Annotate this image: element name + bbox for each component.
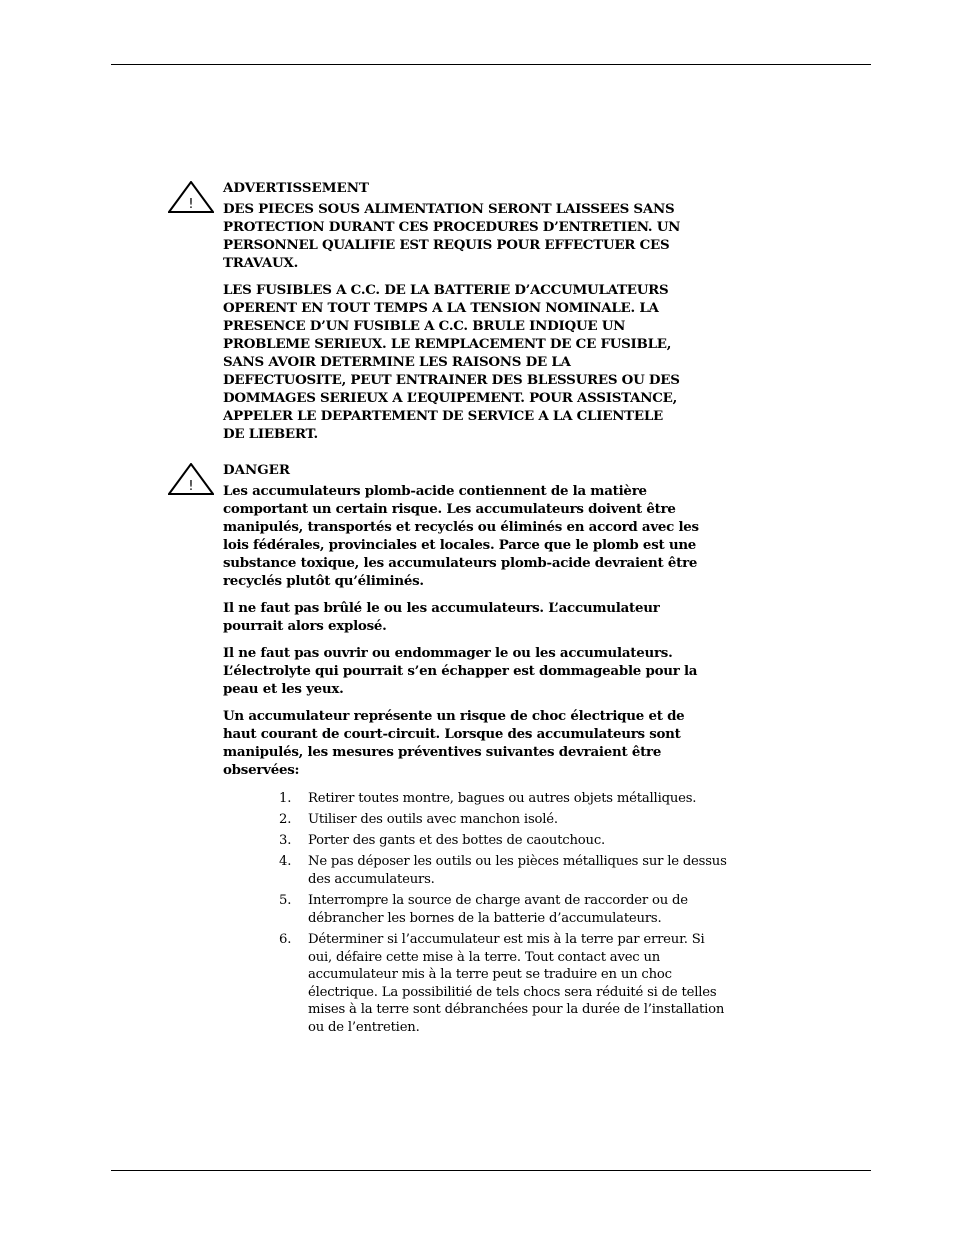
text-line: Les accumulateurs plomb-acide contiennent de la matière <box>223 483 647 499</box>
text-line: Il ne faut pas ouvrir ou endommager le ou les accumulateurs. <box>223 645 673 661</box>
list-item-text <box>308 790 696 808</box>
text-line: L’électrolyte qui pourrait s’en échapper est dommageable pour la <box>223 663 698 679</box>
text-line: Utiliser des outils avec manchon isolé. <box>308 812 558 827</box>
text-line: mises à la terre sont débranchées pour la durée de l’installation <box>308 1002 725 1017</box>
text-line: Interrompre la source de charge avant de raccorder ou de <box>308 893 688 908</box>
text-line: recyclés plutôt qu’éliminés. <box>223 573 424 589</box>
danger-triangle-icon <box>168 463 214 495</box>
text-line: LES FUSIBLES A C.C. DE LA BATTERIE D’ACCUMULATEURS <box>223 282 669 298</box>
text-line: PROTECTION DURANT CES PROCEDURES D’ENTRETIEN. UN <box>223 219 681 235</box>
text-line: PROBLEME SERIEUX. LE REMPLACEMENT DE CE FUSIBLE, <box>223 336 672 352</box>
text-line: débrancher les bornes de la batterie d’accumulateurs. <box>308 910 662 926</box>
danger-heading: DANGER <box>223 462 291 478</box>
text-line: PRESENCE D’UN FUSIBLE A C.C. BRULE INDIQUE UN <box>223 318 626 334</box>
list-item-text <box>308 832 605 850</box>
text-line: comportant un certain risque. Les accumulateurs doivent être <box>223 501 676 517</box>
list-item-text <box>308 853 727 888</box>
list-item-number: 5. <box>279 893 292 908</box>
text-line: électrique. La possibilitié de tels chocs sera réduité si de telles <box>308 984 717 1000</box>
text-line: SANS AVOIR DETERMINE LES RAISONS DE LA <box>223 354 571 370</box>
warning-symbol: ! <box>188 479 194 494</box>
list-item-number: 1. <box>279 791 292 806</box>
list-item-number: 6. <box>279 932 292 947</box>
text-line: accumulateur mis à la terre peut se traduire en un choc <box>308 967 672 982</box>
advertissement-heading: ADVERTISSEMENT <box>223 180 369 196</box>
list-item-number: 3. <box>279 833 292 848</box>
footer-rule <box>111 1170 871 1171</box>
warning-triangle-icon <box>168 181 214 213</box>
text-line: Déterminer si l’accumulateur est mis à la terre par erreur. Si <box>308 932 705 947</box>
text-line: TRAVAUX. <box>223 255 298 271</box>
list-item-text <box>308 931 724 1036</box>
danger-para-3 <box>223 644 763 698</box>
text-line: observées: <box>223 762 300 778</box>
warning-symbol: ! <box>188 197 194 212</box>
text-line: Il ne faut pas brûlé le ou les accumulateurs. L’accumulateur <box>223 600 660 616</box>
text-line: DOMMAGES SERIEUX A L’EQUIPEMENT. POUR ASSISTANCE, <box>223 390 678 406</box>
list-item-text <box>308 811 558 829</box>
danger-para-4 <box>223 707 763 779</box>
text-line: manipulés, les mesures préventives suivantes devraient être <box>223 744 662 760</box>
advertissement-section <box>223 180 763 443</box>
danger-section <box>223 462 763 779</box>
text-line: DEFECTUOSITE, PEUT ENTRAINER DES BLESSURES OU DES <box>223 372 680 388</box>
list-item-text <box>308 892 688 927</box>
text-line: Retirer toutes montre, bagues ou autres objets métalliques. <box>308 791 697 806</box>
list-item-number: 4. <box>279 854 292 869</box>
text-line: peau et les yeux. <box>223 681 344 697</box>
header-rule <box>111 64 871 65</box>
text-line: manipulés, transportés et recyclés ou éliminés en accord avec les <box>223 519 699 535</box>
text-line: haut courant de court-circuit. Lorsque des accumulateurs sont <box>223 726 681 742</box>
advertissement-para-2 <box>223 281 763 443</box>
text-line: ou de l’entretien. <box>308 1019 420 1035</box>
text-line: Un accumulateur représente un risque de choc électrique et de <box>223 708 685 724</box>
text-line: DE LIEBERT. <box>223 426 318 442</box>
text-line: PERSONNEL QUALIFIE EST REQUIS POUR EFFECTUER CES <box>223 237 670 253</box>
text-line: pourrait alors explosé. <box>223 618 387 634</box>
list-item-number: 2. <box>279 812 292 827</box>
text-line: substance toxique, les accumulateurs plomb-acide devraient être <box>223 555 698 571</box>
advertissement-para-1 <box>223 200 763 272</box>
text-line: Ne pas déposer les outils ou les pièces métalliques sur le dessus <box>308 854 727 869</box>
text-line: lois fédérales, provinciales et locales. Parce que le plomb est une <box>223 537 697 553</box>
text-line: OPERENT EN TOUT TEMPS A LA TENSION NOMINALE. LA <box>223 300 659 316</box>
text-line: Porter des gants et des bottes de caoutchouc. <box>308 833 605 848</box>
danger-para-2 <box>223 599 763 635</box>
danger-para-1 <box>223 482 763 590</box>
text-line: oui, défaire cette mise à la terre. Tout contact avec un <box>308 949 661 965</box>
text-line: APPELER LE DEPARTEMENT DE SERVICE A LA CLIENTELE <box>223 408 663 424</box>
text-line: des accumulateurs. <box>308 871 435 887</box>
text-line: DES PIECES SOUS ALIMENTATION SERONT LAISSEES SANS <box>223 201 675 217</box>
